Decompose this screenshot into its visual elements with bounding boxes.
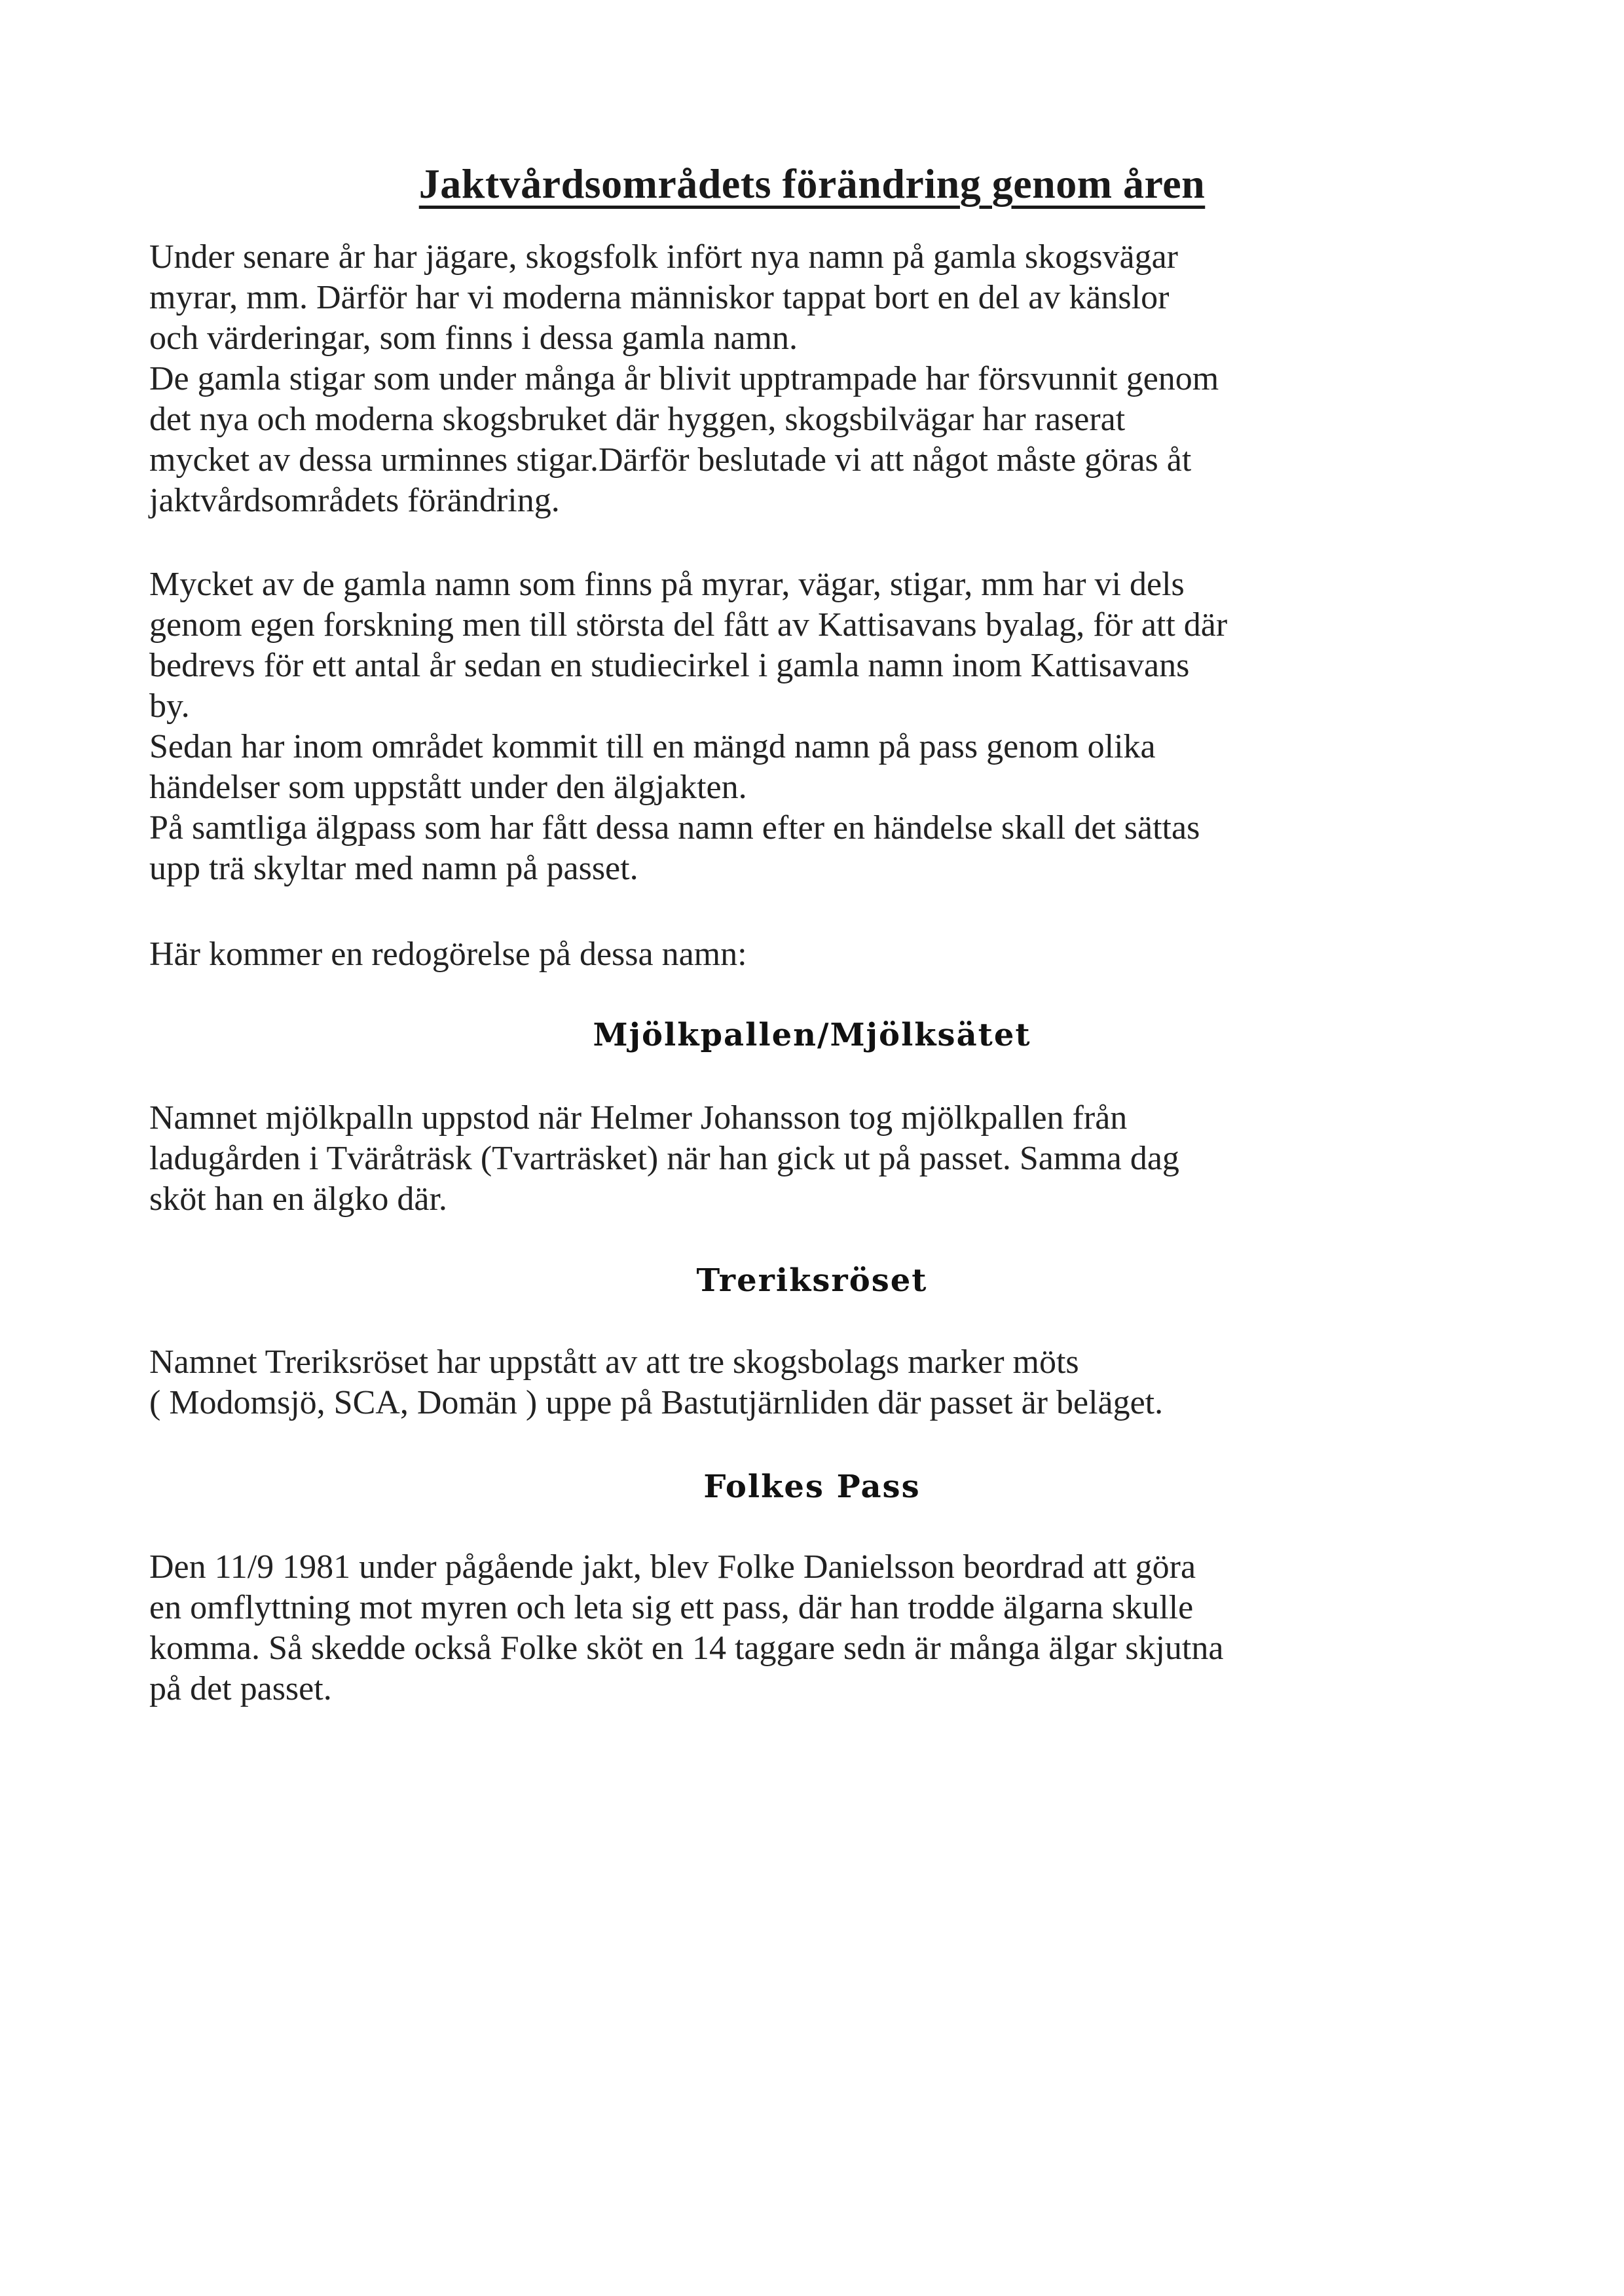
paragraph-line: Namnet mjölkpalln uppstod när Helmer Johansson tog mjölkpallen från [149, 1099, 1128, 1137]
paragraph-line: Mycket av de gamla namn som finns på myrar, vägar, stigar, mm har vi dels [149, 566, 1185, 603]
section-heading-treriksroset: Treriksröset [696, 1262, 928, 1299]
paragraph-line: by. [149, 687, 190, 725]
paragraph-line: På samtliga älgpass som har fått dessa namn efter en händelse skall det sättas [149, 809, 1200, 847]
document-title: Jaktvårdsområdets förändring genom åren [418, 160, 1206, 207]
paragraph-line: genom egen forskning men till största del fått av Kattisavans byalag, för att där [149, 606, 1228, 644]
paragraph-line: och värderingar, som finns i dessa gamla namn. [149, 319, 798, 357]
section-paragraph-folkes-pass [149, 1547, 1492, 1709]
paragraph-line: myrar, mm. Därför har vi moderna människor tappat bort en del av känslor [149, 279, 1170, 316]
paragraph-line: en omflyttning mot myren och leta sig ett pass, där han trodde älgarna skulle [149, 1589, 1194, 1626]
paragraph-line: De gamla stigar som under många år blivit upptrampade har försvunnit genom [149, 360, 1219, 397]
section-heading-folkes-pass: Folkes Pass [703, 1468, 921, 1505]
intro-paragraph [149, 237, 1492, 521]
paragraph-line: bedrevs för ett antal år sedan en studiecirkel i gamla namn inom Kattisavans [149, 647, 1190, 684]
paragraph-line: Under senare år har jägare, skogsfolk infört nya namn på gamla skogsvägar [149, 238, 1178, 276]
lead-paragraph [149, 934, 1492, 975]
paragraph-line: komma. Så skedde också Folke sköt en 14 taggare sedn är många älgar skjutna [149, 1630, 1224, 1667]
paragraph-line: mycket av dessa urminnes stigar.Därför beslutade vi att något måste göras åt [149, 441, 1192, 479]
section-paragraph-treriksroset [149, 1342, 1492, 1423]
paragraph-line: Sedan har inom området kommit till en mängd namn på pass genom olika [149, 728, 1156, 765]
paragraph-line: Namnet Treriksröset har uppstått av att tre skogsbolags marker möts [149, 1343, 1079, 1381]
paragraph-line: sköt han en älgko där. [149, 1180, 447, 1218]
paragraph-line: Den 11/9 1981 under pågående jakt, blev Folke Danielsson beordrad att göra [149, 1548, 1196, 1586]
history-paragraph [149, 564, 1492, 889]
paragraph-line: jaktvårdsområdets förändring. [149, 482, 560, 519]
paragraph-line: ( Modomsjö, SCA, Domän ) uppe på Bastutjärnliden där passet är beläget. [149, 1384, 1164, 1421]
section-paragraph-mjolkpallen [149, 1098, 1492, 1220]
paragraph-line: händelser som uppstått under den älgjakten. [149, 769, 747, 806]
paragraph-line: på det passet. [149, 1670, 332, 1707]
paragraph-line: Här kommer en redogörelse på dessa namn: [149, 936, 747, 973]
paragraph-line: upp trä skyltar med namn på passet. [149, 850, 638, 887]
section-heading-mjolkpallen: Mjölkpallen/Mjölksätet [593, 1017, 1031, 1053]
paragraph-line: det nya och moderna skogsbruket där hyggen, skogsbilvägar har raserat [149, 401, 1126, 438]
paragraph-line: ladugården i Tväråträsk (Tvarträsket) när han gick ut på passet. Samma dag [149, 1140, 1179, 1177]
